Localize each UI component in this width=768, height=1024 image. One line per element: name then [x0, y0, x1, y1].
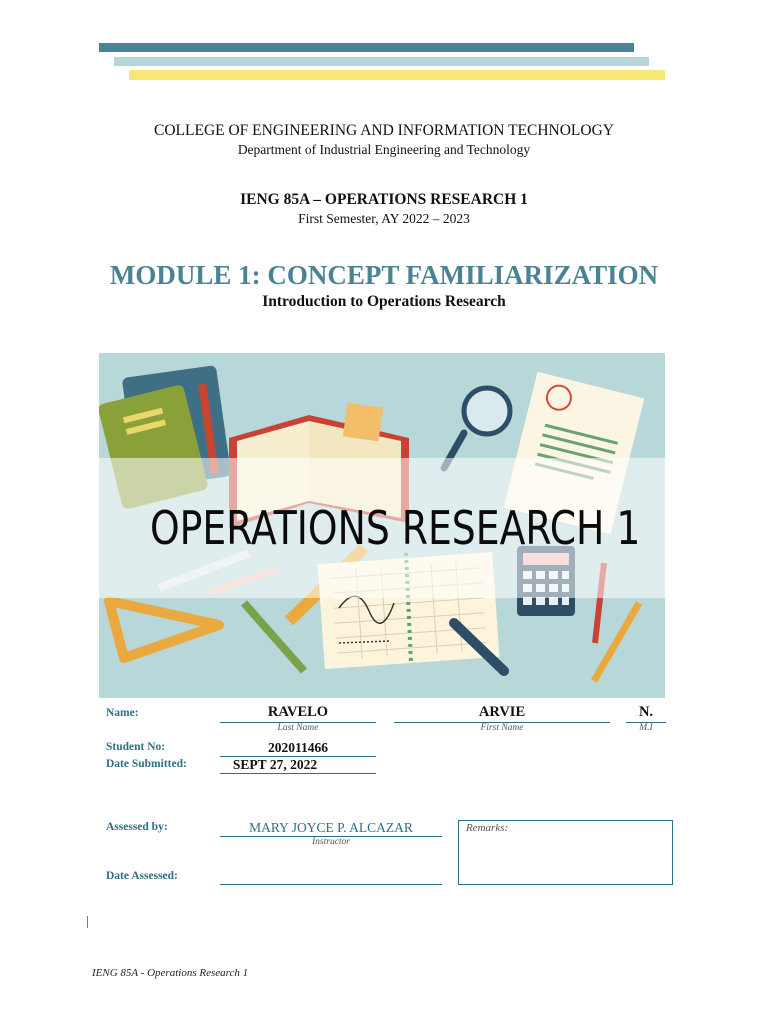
remarks-label: Remarks: — [466, 822, 509, 834]
semester: First Semester, AY 2022 – 2023 — [298, 211, 470, 226]
cover-banner-text: OPERATIONS RESEARCH 1 — [149, 501, 641, 555]
header-bar-teal — [99, 43, 634, 52]
middle-initial-value: N. — [638, 704, 654, 720]
remarks-box[interactable] — [458, 820, 673, 885]
page-footer: IENG 85A - Operations Research 1 — [92, 967, 249, 979]
assessed-by-label: Assessed by: — [106, 821, 168, 833]
first-name-caption: First Name — [480, 723, 524, 733]
student-no-label: Student No: — [106, 741, 166, 753]
college-name: COLLEGE OF ENGINEERING AND INFORMATION TECHNOLOGY — [154, 122, 614, 139]
date-submitted-label: Date Submitted: — [106, 758, 187, 770]
first-name-value: ARVIE — [478, 704, 526, 720]
assessor-caption: Instructor — [312, 837, 350, 847]
cover-illustration — [99, 353, 665, 698]
date-submitted-value: SEPT 27, 2022 — [232, 757, 318, 772]
module-subtitle: Introduction to Operations Research — [262, 293, 506, 310]
middle-initial-caption: M.I — [639, 723, 653, 733]
date-assessed-underline — [220, 884, 442, 885]
magnifier-icon — [444, 388, 510, 468]
module-title: MODULE 1: CONCEPT FAMILIARIZATION — [109, 260, 659, 290]
course-title: IENG 85A – OPERATIONS RESEARCH 1 — [240, 191, 528, 208]
date-submitted-underline — [220, 773, 376, 774]
header-bar-light-teal — [114, 57, 649, 66]
header-bar-yellow — [129, 70, 665, 80]
date-assessed-label: Date Assessed: — [106, 870, 178, 882]
margin-mark — [87, 916, 88, 928]
name-label: Name: — [106, 707, 139, 719]
last-name-value: RAVELO — [267, 704, 329, 720]
triangle-ruler-icon — [109, 601, 219, 658]
last-name-caption: Last Name — [277, 723, 319, 733]
assessor-value: MARY JOYCE P. ALCAZAR — [249, 820, 413, 835]
department-name: Department of Industrial Engineering and Technology — [237, 142, 531, 157]
student-no-value: 202011466 — [267, 740, 328, 755]
